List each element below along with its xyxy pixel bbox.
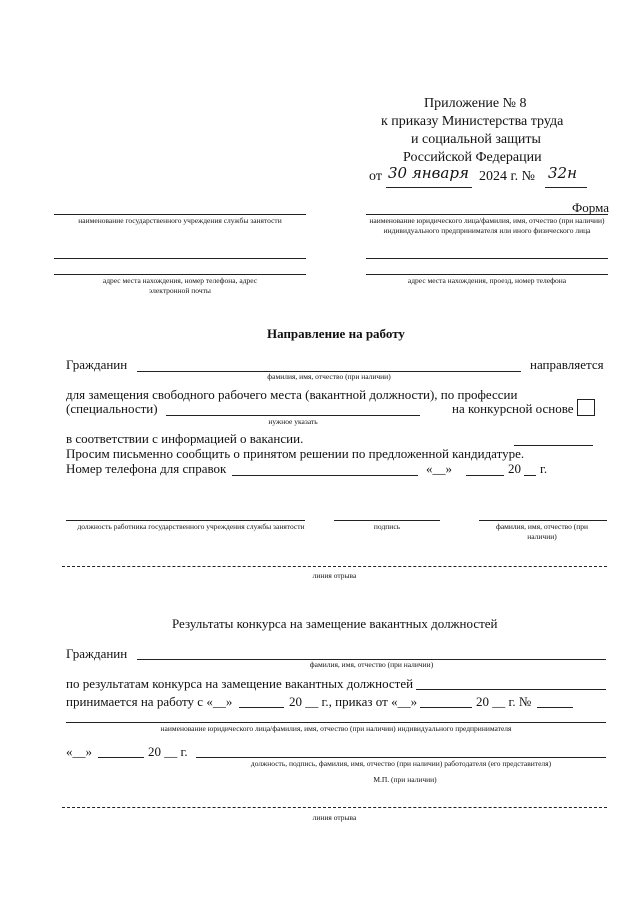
- vacancy-info: в соответствии с информацией о вакансии.: [66, 431, 304, 446]
- date-prefix: от: [369, 169, 382, 184]
- results-year: 20 __ г.: [148, 744, 188, 759]
- referral-year-field[interactable]: [524, 475, 536, 476]
- employer-line: [366, 214, 608, 215]
- employer-signature-field[interactable]: [196, 757, 606, 758]
- order-ministry-line: к приказу Министерства труда: [381, 114, 564, 129]
- specialty-field[interactable]: [166, 415, 420, 416]
- referral-date-quote: «__»: [426, 461, 452, 476]
- left-blank-line-1: [54, 258, 306, 259]
- order-federation-line: Российской Федерации: [403, 150, 542, 165]
- employer-name-field[interactable]: [66, 722, 606, 723]
- left-address-caption: адрес места нахождения, номер телефона, адрес электронной почты: [102, 276, 258, 295]
- competition-field[interactable]: [416, 689, 606, 690]
- results-title: Результаты конкурса на замещение вакантных должностей: [172, 616, 498, 631]
- form-label: Форма: [572, 200, 609, 215]
- results-fio-caption: фамилия, имя, отчество (при наличии): [309, 660, 434, 669]
- fio-sign-caption: фамилия, имя, отчество (при наличии): [495, 522, 589, 541]
- signature-caption: подпись: [373, 522, 401, 531]
- phone-field[interactable]: [232, 475, 418, 476]
- date-handwritten: 30 января: [388, 164, 469, 182]
- hired-month-field[interactable]: [239, 707, 284, 708]
- employer-caption: наименование юридического лица/фамилия, имя, отчество (при наличии) индивидуального предпринимателя или иного физического лица: [369, 216, 605, 235]
- competitive-checkbox[interactable]: [577, 399, 595, 416]
- citizen-fio-caption: фамилия, имя, отчество (при наличии): [267, 372, 391, 381]
- cut-line-2-caption: линия отрыва: [312, 813, 357, 822]
- request-line: Просим письменно сообщить о принятом решении по предложенной кандидатуре.: [66, 446, 525, 461]
- order-number-handwritten: 32н: [548, 164, 577, 182]
- competitive-label: на конкурсной основе: [452, 401, 574, 416]
- appendix-number: Приложение № 8: [424, 96, 527, 111]
- vacancy-info-field[interactable]: [514, 445, 593, 446]
- right-blank-line-2: [366, 274, 608, 275]
- hired-prefix: принимается на работу с «__»: [66, 694, 233, 709]
- order-social-line: и социальной защиты: [411, 132, 541, 147]
- cut-line-1: [62, 566, 607, 567]
- employer-name-caption: наименование юридического лица/фамилия, имя, отчество (при наличии) индивидуального предпринимателя: [160, 724, 512, 733]
- hired-mid: 20 __ г., приказ от «__»: [289, 694, 418, 709]
- directed-label: направляется: [530, 357, 604, 372]
- stamp-caption: М.П. (при наличии): [373, 775, 437, 784]
- phone-label: Номер телефона для справок: [66, 461, 227, 476]
- citizen-label: Гражданин: [66, 357, 128, 372]
- indicate-caption: нужное указать: [268, 417, 318, 426]
- referral-year-suffix: г.: [540, 461, 548, 476]
- purpose-line: для замещения свободного рабочего места (вакантной должности), по профессии: [66, 387, 518, 402]
- number-underline: [545, 187, 587, 188]
- signature-field[interactable]: [334, 520, 440, 521]
- competition-line: по результатам конкурса на замещение вакантных должностей: [66, 676, 414, 691]
- results-citizen-label: Гражданин: [66, 646, 128, 661]
- referral-month-field[interactable]: [466, 475, 504, 476]
- position-field[interactable]: [66, 520, 305, 521]
- order-number-field[interactable]: [537, 707, 573, 708]
- cut-line-1-caption: линия отрыва: [312, 571, 357, 580]
- employer-signature-caption: должность, подпись, фамилия, имя, отчество (при наличии) работодателя (его представителя): [250, 759, 552, 768]
- position-caption: должность работника государственного учреждения службы занятости: [77, 522, 305, 531]
- date-underline: [386, 187, 472, 188]
- institution-caption: наименование государственного учреждения службы занятости: [78, 216, 282, 225]
- referral-title: Направление на работу: [267, 326, 405, 341]
- hired-end: 20 __ г. №: [476, 694, 532, 709]
- left-blank-line-2: [54, 274, 306, 275]
- results-month-field[interactable]: [98, 757, 144, 758]
- referral-year-prefix: 20: [508, 461, 521, 476]
- right-blank-line-1: [366, 258, 608, 259]
- order-month-field[interactable]: [420, 707, 472, 708]
- institution-line: [54, 214, 306, 215]
- results-date-quote: «__»: [66, 744, 92, 759]
- specialty-label: (специальности): [66, 401, 158, 416]
- cut-line-2: [62, 807, 607, 808]
- year-number-text: 2024 г. №: [479, 169, 536, 184]
- fio-sign-field[interactable]: [479, 520, 607, 521]
- right-address-caption: адрес места нахождения, проезд, номер телефона: [407, 276, 567, 285]
